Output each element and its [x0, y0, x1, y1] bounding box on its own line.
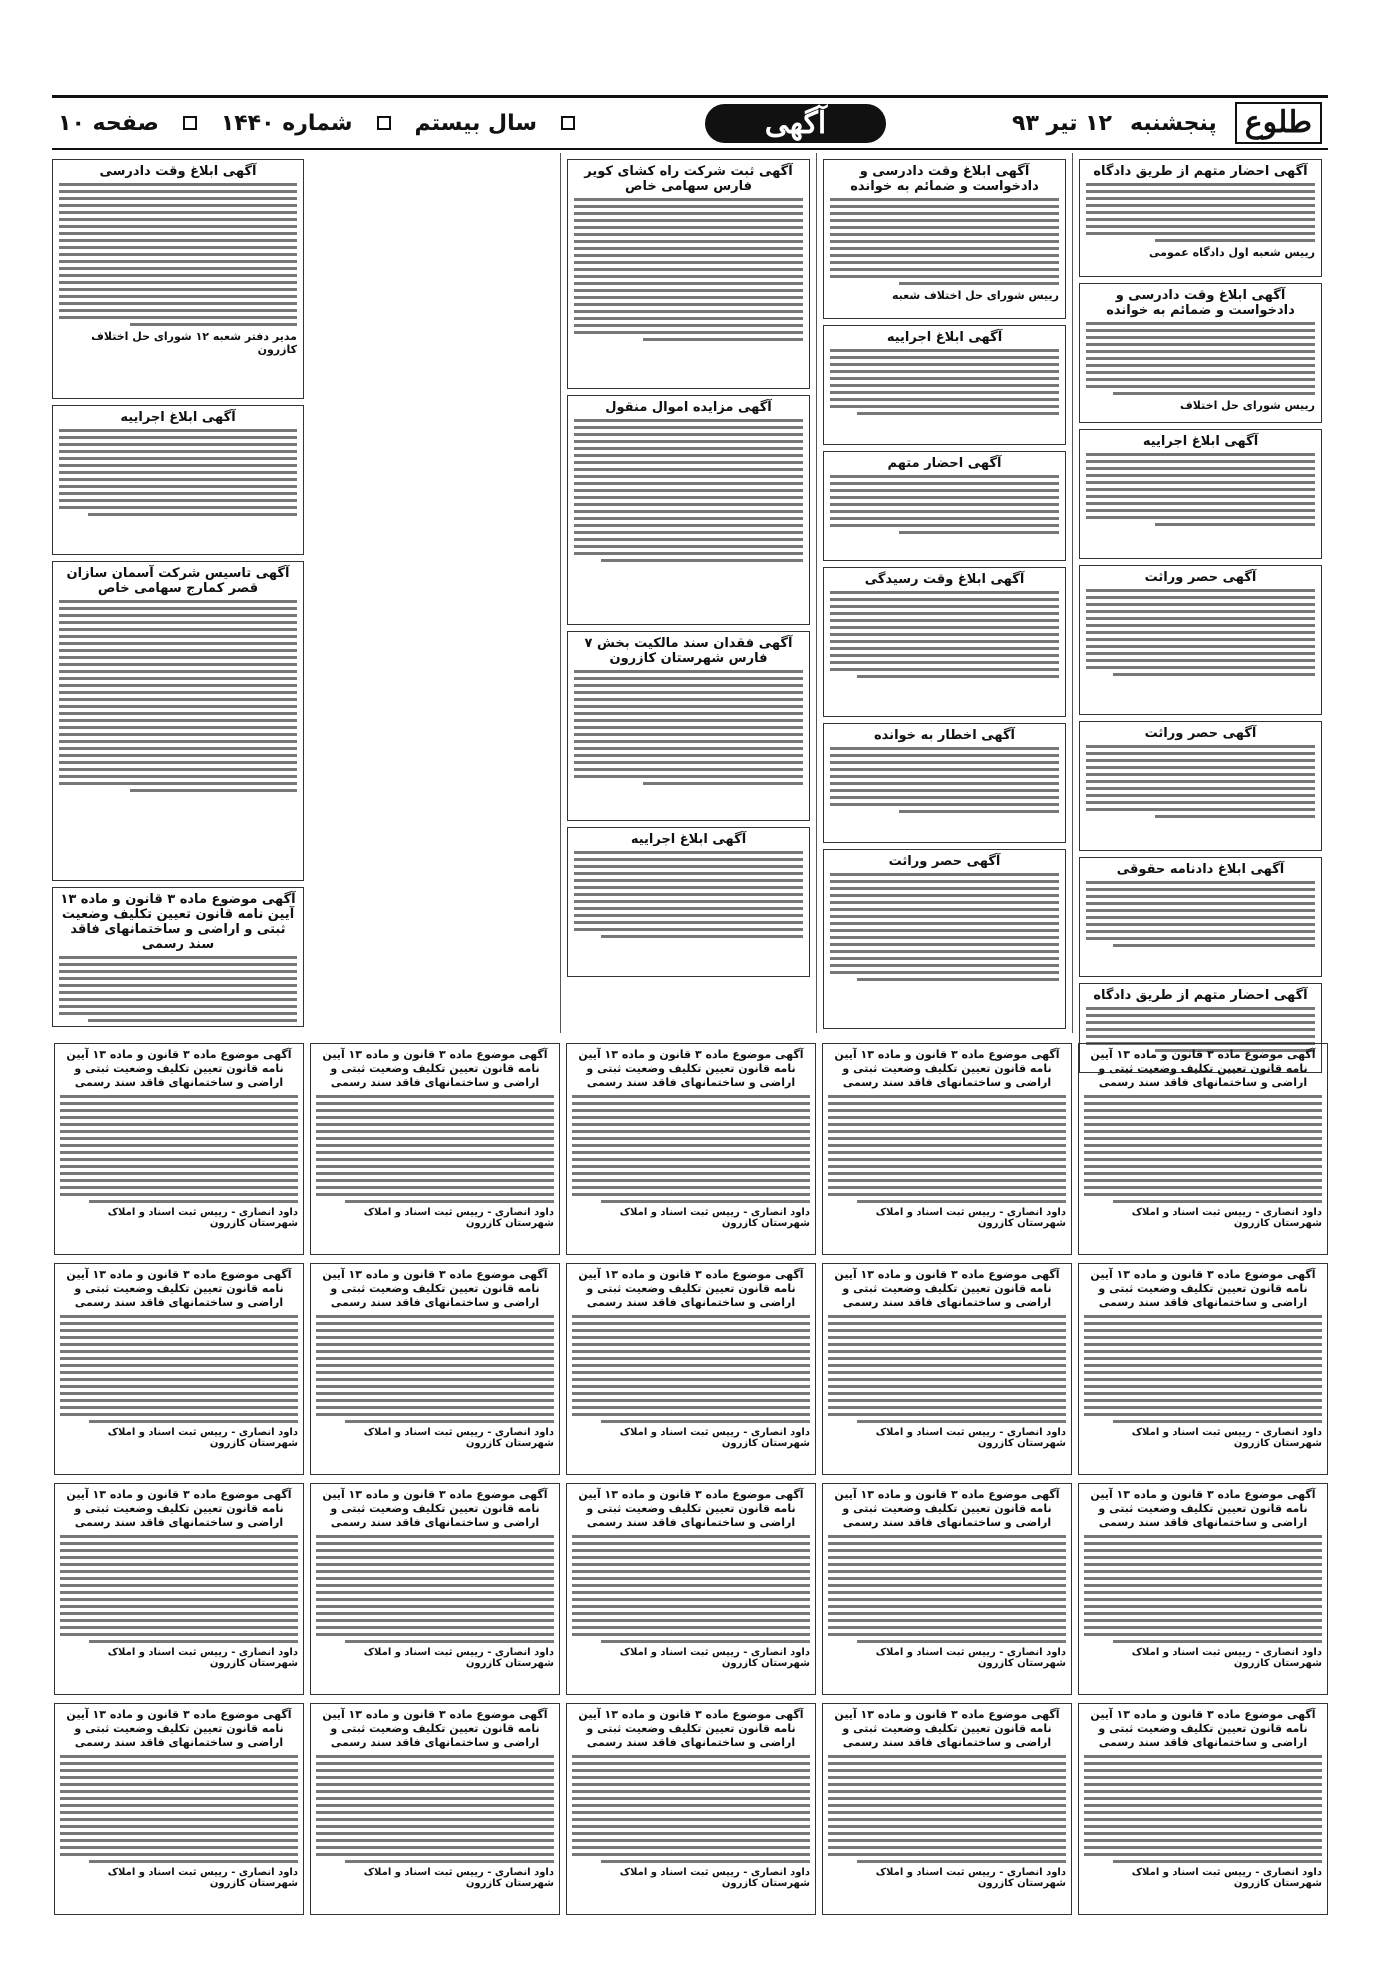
grid-notice-title: آگهی موضوع ماده ۳ قانون و ماده ۱۳ آیین نامه قانون تعیین تکلیف وضعیت ثبتی و اراضی و ساختمانهای فاقد سند رسمی	[66, 1488, 292, 1529]
notice-title: آگهی ابلاغ وقت دادرسی	[99, 164, 257, 179]
grid-notice	[822, 1703, 1072, 1915]
notice-title: آگهی ابلاغ دادنامه حقوقی	[1116, 862, 1285, 877]
grid-notice-title: آگهی موضوع ماده ۳ قانون و ماده ۱۳ آیین نامه قانون تعیین تکلیف وضعیت ثبتی و اراضی و ساختمانهای فاقد سند رسمی	[834, 1048, 1060, 1089]
grid-notice-title: آگهی موضوع ماده ۳ قانون و ماده ۱۳ آیین نامه قانون تعیین تکلیف وضعیت ثبتی و اراضی و ساختمانهای فاقد سند رسمی	[66, 1708, 292, 1749]
notice	[1079, 283, 1322, 423]
grid-notice	[1078, 1043, 1328, 1255]
grid-notice-signature: داود انصاری - رییس ثبت اسناد و املاک شهرستان کازرون	[1131, 1867, 1322, 1889]
grid-notice-title: آگهی موضوع ماده ۳ قانون و ماده ۱۳ آیین نامه قانون تعیین تکلیف وضعیت ثبتی و اراضی و ساختمانهای فاقد سند رسمی	[66, 1048, 292, 1089]
grid-notice	[566, 1483, 816, 1695]
grid-notice	[310, 1703, 560, 1915]
header-date: ۱۲ تیر ۹۳	[1012, 110, 1112, 136]
page-header	[52, 95, 1328, 150]
notice-title: آگهی ابلاغ وقت دادرسی و دادخواست و ضمائم به خوانده	[850, 164, 1039, 194]
header-issue: شماره ۱۴۴۰	[220, 110, 353, 136]
notice	[823, 567, 1066, 717]
grid-notice-signature: داود انصاری - رییس ثبت اسناد و املاک شهرستان کازرون	[875, 1867, 1066, 1889]
grid-column-3	[566, 1043, 816, 1925]
grid-notice	[822, 1483, 1072, 1695]
notice	[1079, 429, 1322, 559]
grid-notice	[566, 1703, 816, 1915]
header-right	[1012, 102, 1328, 144]
grid-notice-signature: داود انصاری - رییس ثبت اسناد و املاک شهرستان کازرون	[107, 1207, 298, 1229]
grid-notice-title: آگهی موضوع ماده ۳ قانون و ماده ۱۳ آیین نامه قانون تعیین تکلیف وضعیت ثبتی و اراضی و ساختمانهای فاقد سند رسمی	[578, 1708, 804, 1749]
grid-notice-signature: داود انصاری - رییس ثبت اسناد و املاک شهرستان کازرون	[363, 1207, 554, 1229]
notice	[823, 325, 1066, 445]
grid-notice-title: آگهی موضوع ماده ۳ قانون و ماده ۱۳ آیین نامه قانون تعیین تکلیف وضعیت ثبتی و اراضی و ساختمانهای فاقد سند رسمی	[834, 1488, 1060, 1529]
grid-notice	[822, 1043, 1072, 1255]
notice-title: آگهی احضار متهم از طریق دادگاه	[1093, 164, 1308, 179]
notice-title: آگهی اخطار به خوانده	[874, 728, 1015, 743]
notice	[1079, 857, 1322, 977]
square-icon	[377, 116, 391, 130]
section-badge: آگهی	[705, 104, 886, 143]
grid-notice	[310, 1043, 560, 1255]
grid-notice	[54, 1703, 304, 1915]
notice	[52, 887, 304, 1027]
grid-notice	[54, 1483, 304, 1695]
grid-notice	[1078, 1263, 1328, 1475]
notice-title: آگهی ابلاغ وقت دادرسی و دادخواست و ضمائم به خوانده	[1106, 288, 1295, 318]
notice-title: آگهی حصر وراثت	[1144, 570, 1257, 585]
grid-notice-signature: داود انصاری - رییس ثبت اسناد و املاک شهرستان کازرون	[363, 1647, 554, 1669]
grid-notice-signature: داود انصاری - رییس ثبت اسناد و املاک شهرستان کازرون	[1131, 1647, 1322, 1669]
grid-notice-signature: داود انصاری - رییس ثبت اسناد و املاک شهرستان کازرون	[363, 1427, 554, 1449]
grid-notice	[54, 1043, 304, 1255]
grid-notice	[310, 1263, 560, 1475]
notice-title: آگهی ابلاغ اجراییه	[1142, 434, 1259, 449]
notice-title: آگهی فقدان سند مالکیت بخش ۷ فارس شهرستان کازرون	[584, 636, 793, 666]
grid-notice-title: آگهی موضوع ماده ۳ قانون و ماده ۱۳ آیین نامه قانون تعیین تکلیف وضعیت ثبتی و اراضی و ساختمانهای فاقد سند رسمی	[1090, 1048, 1316, 1089]
notice	[52, 405, 304, 555]
notice-title: آگهی حصر وراثت	[888, 854, 1001, 869]
notice	[823, 451, 1066, 561]
grid-notice-signature: داود انصاری - رییس ثبت اسناد و املاک شهرستان کازرون	[1131, 1427, 1322, 1449]
grid-column-5	[54, 1043, 304, 1925]
grid-notice	[566, 1043, 816, 1255]
grid-column-4	[310, 1043, 560, 1925]
notice	[52, 561, 304, 881]
grid-notice-title: آگهی موضوع ماده ۳ قانون و ماده ۱۳ آیین نامه قانون تعیین تکلیف وضعیت ثبتی و اراضی و ساختمانهای فاقد سند رسمی	[322, 1048, 548, 1089]
square-icon	[561, 116, 575, 130]
upper-columns	[52, 153, 1328, 1033]
notice-title: آگهی احضار متهم از طریق دادگاه	[1093, 988, 1308, 1003]
notice-title: آگهی ابلاغ وقت رسیدگی	[864, 572, 1025, 587]
notice-title: آگهی ابلاغ اجراییه	[630, 832, 747, 847]
grid-notice-signature: داود انصاری - رییس ثبت اسناد و املاک شهرستان کازرون	[363, 1867, 554, 1889]
notice	[567, 159, 810, 389]
grid-notice-signature: داود انصاری - رییس ثبت اسناد و املاک شهرستان کازرون	[107, 1647, 298, 1669]
notice-title: آگهی موضوع ماده ۳ قانون و ماده ۱۳ آیین نامه قانون تعیین تکلیف وضعیت ثبتی و اراضی و ساختمانهای فاقد سند رسمی	[60, 892, 296, 952]
grid-notice-signature: داود انصاری - رییس ثبت اسناد و املاک شهرستان کازرون	[619, 1427, 810, 1449]
notice	[1079, 721, 1322, 851]
notices-grid	[52, 1043, 1328, 1925]
grid-column-2	[822, 1043, 1072, 1925]
grid-notice-signature: داود انصاری - رییس ثبت اسناد و املاک شهرستان کازرون	[875, 1647, 1066, 1669]
notice	[52, 159, 304, 399]
grid-notice-signature: داود انصاری - رییس ثبت اسناد و املاک شهرستان کازرون	[875, 1207, 1066, 1229]
header-day: پنجشنبه	[1129, 110, 1217, 136]
newspaper-page	[52, 95, 1328, 1925]
grid-notice-title: آگهی موضوع ماده ۳ قانون و ماده ۱۳ آیین نامه قانون تعیین تکلیف وضعیت ثبتی و اراضی و ساختمانهای فاقد سند رسمی	[578, 1488, 804, 1529]
grid-notice-title: آگهی موضوع ماده ۳ قانون و ماده ۱۳ آیین نامه قانون تعیین تکلیف وضعیت ثبتی و اراضی و ساختمانهای فاقد سند رسمی	[322, 1708, 548, 1749]
grid-notice	[822, 1263, 1072, 1475]
notice-signature: مدیر دفتر شعبه ۱۲ شورای حل اختلاف کازرون	[91, 330, 297, 356]
grid-notice-signature: داود انصاری - رییس ثبت اسناد و املاک شهرستان کازرون	[1131, 1207, 1322, 1229]
notice-title: آگهی ثبت شرکت راه کشای کویر فارس سهامی خاص	[584, 164, 793, 194]
grid-notice-title: آگهی موضوع ماده ۳ قانون و ماده ۱۳ آیین نامه قانون تعیین تکلیف وضعیت ثبتی و اراضی و ساختمانهای فاقد سند رسمی	[66, 1268, 292, 1309]
grid-notice	[1078, 1483, 1328, 1695]
grid-notice-signature: داود انصاری - رییس ثبت اسناد و املاک شهرستان کازرون	[619, 1647, 810, 1669]
notice-title: آگهی مزایده اموال منقول	[605, 400, 772, 415]
header-left	[52, 111, 579, 136]
grid-notice-signature: داود انصاری - رییس ثبت اسناد و املاک شهرستان کازرون	[619, 1867, 810, 1889]
header-page: صفحه ۱۰	[58, 110, 159, 136]
notice	[1079, 565, 1322, 715]
notice-signature: رییس شعبه اول دادگاه عمومی	[1149, 246, 1315, 259]
grid-notice-title: آگهی موضوع ماده ۳ قانون و ماده ۱۳ آیین نامه قانون تعیین تکلیف وضعیت ثبتی و اراضی و ساختمانهای فاقد سند رسمی	[322, 1488, 548, 1529]
grid-notice-signature: داود انصاری - رییس ثبت اسناد و املاک شهرستان کازرون	[619, 1207, 810, 1229]
notice-signature: رییس شورای حل اختلاف شعبه	[892, 289, 1059, 302]
notice	[823, 723, 1066, 843]
notice	[1079, 159, 1322, 277]
notice	[567, 631, 810, 821]
grid-notice-title: آگهی موضوع ماده ۳ قانون و ماده ۱۳ آیین نامه قانون تعیین تکلیف وضعیت ثبتی و اراضی و ساختمانهای فاقد سند رسمی	[1090, 1488, 1316, 1529]
grid-notice-title: آگهی موضوع ماده ۳ قانون و ماده ۱۳ آیین نامه قانون تعیین تکلیف وضعیت ثبتی و اراضی و ساختمانهای فاقد سند رسمی	[1090, 1708, 1316, 1749]
column-3	[560, 153, 816, 1033]
grid-notice-title: آگهی موضوع ماده ۳ قانون و ماده ۱۳ آیین نامه قانون تعیین تکلیف وضعیت ثبتی و اراضی و ساختمانهای فاقد سند رسمی	[578, 1048, 804, 1089]
notice	[567, 827, 810, 977]
grid-notice-signature: داود انصاری - رییس ثبت اسناد و املاک شهرستان کازرون	[875, 1427, 1066, 1449]
column-1	[1072, 153, 1328, 1033]
grid-notice	[566, 1263, 816, 1475]
square-icon	[183, 116, 197, 130]
column-2	[816, 153, 1072, 1033]
notice-title: آگهی ابلاغ اجراییه	[886, 330, 1003, 345]
notice	[567, 395, 810, 625]
grid-notice-title: آگهی موضوع ماده ۳ قانون و ماده ۱۳ آیین نامه قانون تعیین تکلیف وضعیت ثبتی و اراضی و ساختمانهای فاقد سند رسمی	[322, 1268, 548, 1309]
grid-notice-title: آگهی موضوع ماده ۳ قانون و ماده ۱۳ آیین نامه قانون تعیین تکلیف وضعیت ثبتی و اراضی و ساختمانهای فاقد سند رسمی	[578, 1268, 804, 1309]
grid-notice-signature: داود انصاری - رییس ثبت اسناد و املاک شهرستان کازرون	[107, 1867, 298, 1889]
grid-column-1	[1078, 1043, 1328, 1925]
notice-signature: رییس شورای حل اختلاف	[1180, 399, 1315, 412]
grid-notice	[310, 1483, 560, 1695]
newspaper-logo: طلوع	[1235, 102, 1322, 144]
column-4	[52, 153, 560, 1033]
grid-notice	[54, 1263, 304, 1475]
notice-title: آگهی ابلاغ اجراییه	[120, 410, 236, 425]
grid-notice-title: آگهی موضوع ماده ۳ قانون و ماده ۱۳ آیین نامه قانون تعیین تکلیف وضعیت ثبتی و اراضی و ساختمانهای فاقد سند رسمی	[834, 1708, 1060, 1749]
grid-notice	[1078, 1703, 1328, 1915]
notice-title: آگهی احضار متهم	[887, 456, 1002, 471]
notice-title: آگهی تاسیس شرکت آسمان سازان قصر کمارج سهامی خاص	[66, 566, 290, 596]
grid-notice-title: آگهی موضوع ماده ۳ قانون و ماده ۱۳ آیین نامه قانون تعیین تکلیف وضعیت ثبتی و اراضی و ساختمانهای فاقد سند رسمی	[1090, 1268, 1316, 1309]
notice-title: آگهی حصر وراثت	[1144, 726, 1257, 741]
notice	[823, 159, 1066, 319]
notice	[823, 849, 1066, 1029]
grid-notice-title: آگهی موضوع ماده ۳ قانون و ماده ۱۳ آیین نامه قانون تعیین تکلیف وضعیت ثبتی و اراضی و ساختمانهای فاقد سند رسمی	[834, 1268, 1060, 1309]
header-year: سال بیستم	[414, 110, 538, 136]
grid-notice-signature: داود انصاری - رییس ثبت اسناد و املاک شهرستان کازرون	[107, 1427, 298, 1449]
